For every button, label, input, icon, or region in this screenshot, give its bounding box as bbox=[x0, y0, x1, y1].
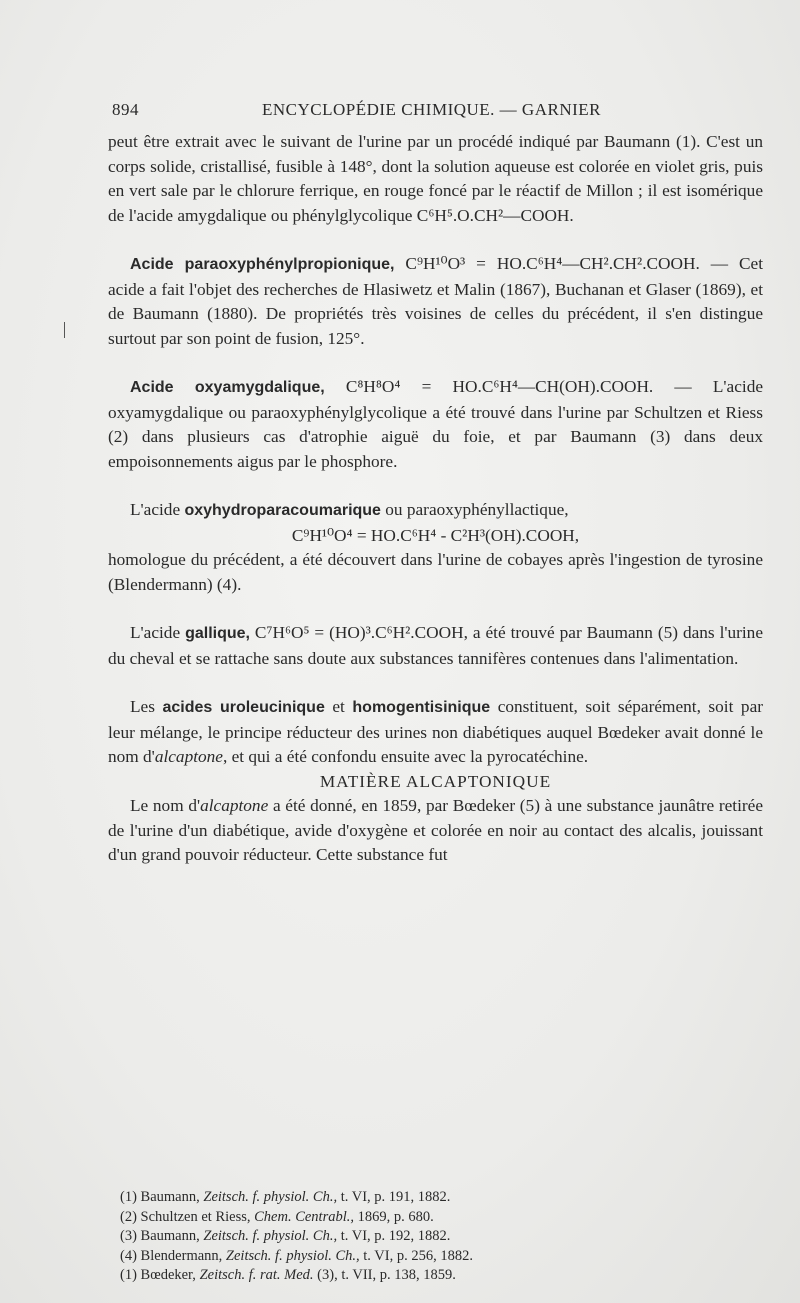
paragraph-text: constituent, soit séparément, soit par leur mélange, le principe réducteur des urines non diabétiques auquel Bœdeker avait donné le nom d' bbox=[108, 697, 764, 766]
section-title: MATIÈRE ALCAPTONIQUE bbox=[319, 771, 552, 791]
compound-name: Acide oxyamygdalique, bbox=[130, 379, 325, 396]
compound-name: homogentisinique bbox=[352, 699, 491, 716]
paragraph-1: peut être extrait avec le suivant de l'urine par un procédé indiqué par Baumann (1). C'est un corps solide, cristallisé, fusible à 148°, dont la solution aqueuse est colorée en violet gris, puis en vert sale par le chlorure ferrique, en rouge foncé par le réactif de Millon ; il est isomérique de l'acide amygdalique ou phénylglycolique C⁶H⁵.O.CH²—COOH. bbox=[108, 132, 763, 225]
paragraph-text: L'acide bbox=[130, 623, 186, 642]
paragraph-text: C⁸H⁸O⁴ = HO.C⁶H⁴—CH(OH).COOH. — L'acide oxyamygdalique ou paraoxyphénylglycolique a été trouvé dans l'urine par Schultzen et Riess (2) dans plusieurs cas d'atrophie aiguë du foie, et par Baumann (3) dans deux empoisonnements aigus par le phosphore. bbox=[108, 377, 763, 471]
paragraph-text: Le nom d' bbox=[130, 796, 201, 815]
compound-name: oxyhydroparacoumarique bbox=[184, 502, 381, 519]
paragraph-8 bbox=[108, 794, 763, 868]
compound-name: acides uroleucinique bbox=[162, 699, 325, 716]
paragraph-5: homologue du précédent, a été découvert dans l'urine de cobayes après l'ingestion de tyrosine (Blendermann) (4). bbox=[108, 550, 763, 594]
italic-term: alcaptone bbox=[154, 747, 223, 766]
compound-name: Acide paraoxyphénylpropionique, bbox=[130, 256, 395, 273]
footnote: (4) Blendermann, Zeitsch. f. physiol. Ch., t. VI, p. 256, 1882. bbox=[120, 1247, 473, 1264]
paragraph-text: Les bbox=[130, 697, 163, 716]
paragraph-text: , et qui a été confondu ensuite avec la pyrocatéchine. bbox=[222, 747, 589, 766]
page-body bbox=[108, 130, 763, 868]
paragraph-6 bbox=[108, 621, 763, 671]
paragraph-text: et bbox=[324, 697, 353, 716]
margin-mark bbox=[64, 322, 65, 338]
paragraph-text: a été donné, en 1859, par Bœdeker (5) à une substance jaunâtre retirée de l'urine d'un diabétique, avide d'oxygène et colorée en noir au contact des alcalis, jouissant d'un grand pouvoir réducteur. Cette substance fut bbox=[108, 796, 763, 864]
paragraph-3 bbox=[108, 375, 763, 474]
footnote: (3) Baumann, Zeitsch. f. physiol. Ch., t. VI, p. 192, 1882. bbox=[120, 1228, 451, 1244]
footnotes bbox=[120, 1188, 760, 1286]
page-header bbox=[112, 100, 767, 120]
footnote: (1) Bœdeker, Zeitsch. f. rat. Med. (3), t. VII, p. 138, 1859. bbox=[120, 1267, 456, 1283]
page-number: 894 bbox=[112, 100, 139, 119]
compound-name: gallique, bbox=[185, 625, 250, 642]
paragraph-text: C⁷H⁶O⁵ = (HO)³.C⁶H².COOH, a été trouvé par Baumann (5) dans l'urine du cheval et se rattache sans doute aux substances tannifères contenues dans l'alimentation. bbox=[108, 623, 763, 668]
paragraph-text: L'acide bbox=[130, 500, 185, 519]
chemical-formula: C⁹H¹⁰O⁴ = HO.C⁶H⁴ - C²H³(OH).COOH, bbox=[291, 525, 580, 545]
paragraph-text: C⁹H¹⁰O³ = HO.C⁶H⁴—CH².CH².COOH. — Cet acide a fait l'objet des recherches de Hlasiwetz et Malin (1867), Buchanan et Glaser (1869), et de Baumann (1880). De propriétés très voisines de celles du précédent, il s'en distingue surtout par son point de fusion, 125°. bbox=[108, 254, 763, 348]
footnote: (1) Baumann, Zeitsch. f. physiol. Ch., t. VI, p. 191, 1882. bbox=[120, 1189, 451, 1205]
paragraph-7 bbox=[108, 695, 763, 770]
paragraph-4 bbox=[108, 498, 763, 524]
running-title: ENCYCLOPÉDIE CHIMIQUE. — GARNIER bbox=[262, 100, 601, 119]
italic-term: alcaptone bbox=[200, 796, 269, 815]
footnote: (2) Schultzen et Riess, Chem. Centrabl., 1869, p. 680. bbox=[120, 1208, 434, 1225]
paragraph-2 bbox=[108, 252, 763, 351]
paragraph-text: ou paraoxyphényllactique, bbox=[380, 500, 569, 519]
